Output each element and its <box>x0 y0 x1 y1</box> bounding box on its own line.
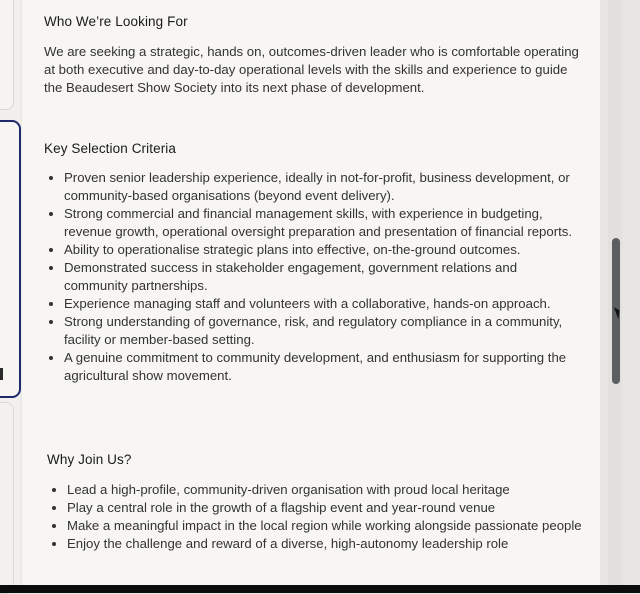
bullet-icon <box>52 506 56 510</box>
bullet-icon <box>49 356 53 360</box>
section-heading: Key Selection Criteria <box>44 141 177 156</box>
section-heading: Who We’re Looking For <box>44 14 188 29</box>
bullet-icon <box>49 176 53 180</box>
job-card-previous[interactable] <box>0 0 14 110</box>
list-item <box>44 295 584 313</box>
bullet-icon <box>52 542 56 546</box>
list-item <box>44 169 584 205</box>
list-item-text: Experience managing staff and volunteers with a collaborative, hands-on approach. <box>64 296 551 311</box>
bullet-icon <box>49 302 53 306</box>
section-key-selection-criteria <box>44 141 584 385</box>
list-item-text: Make a meaningful impact in the local region while working alongside passionate people <box>67 518 582 533</box>
bullet-icon <box>49 212 53 216</box>
benefits-list <box>47 481 587 553</box>
section-paragraph: We are seeking a strategic, hands on, outcomes-driven leader who is comfortable operating at both executive and day-to-day operational levels with the skills and experience to guide the Beaudesert Show Society into its next phase of development. <box>44 44 579 95</box>
list-item <box>44 205 584 241</box>
section-why-join-us <box>47 452 587 553</box>
list-item-text: Proven senior leadership experience, ideally in not-for-profit, business development, or community-based organisations (beyond event delivery). <box>64 170 570 203</box>
job-card-selected[interactable] <box>0 120 21 398</box>
list-item-text: Strong commercial and financial management skills, with experience in budgeting, revenue growth, operational oversight preparation and presentation of financial reports. <box>64 206 573 239</box>
list-item <box>44 241 584 259</box>
list-item-text: Demonstrated success in stakeholder engagement, government relations and community partnerships. <box>64 260 518 293</box>
job-card-next[interactable] <box>0 402 14 594</box>
bullet-icon <box>49 266 53 270</box>
list-item-text: Strong understanding of governance, risk, and regulatory compliance in a community, facility or member-based setting. <box>64 314 563 347</box>
bullet-icon <box>49 320 53 324</box>
list-item-text: Play a central role in the growth of a flagship event and year-round venue <box>67 500 496 515</box>
section-heading: Why Join Us? <box>47 452 132 467</box>
list-item <box>44 259 584 295</box>
bullet-icon <box>52 524 56 528</box>
bullet-icon <box>49 248 53 252</box>
section-who-were-looking-for <box>44 14 584 97</box>
list-item-text: Enjoy the challenge and reward of a diverse, high-autonomy leadership role <box>67 536 509 551</box>
criteria-list <box>44 169 584 385</box>
list-item <box>47 481 587 499</box>
bullet-icon <box>52 488 56 492</box>
list-item <box>44 313 584 349</box>
list-item-text: Lead a high-profile, community-driven organisation with proud local heritage <box>67 482 510 497</box>
list-item-text: A genuine commitment to community development, and enthusiasm for supporting the agricultural show movement. <box>64 350 567 383</box>
list-item <box>47 517 587 535</box>
list-item <box>44 349 584 385</box>
job-card-indicator <box>0 368 3 380</box>
list-item <box>47 535 587 553</box>
screen-bezel <box>0 585 640 593</box>
list-item-text: Ability to operationalise strategic plans into effective, on-the-ground outcomes. <box>64 242 521 257</box>
list-item <box>47 499 587 517</box>
